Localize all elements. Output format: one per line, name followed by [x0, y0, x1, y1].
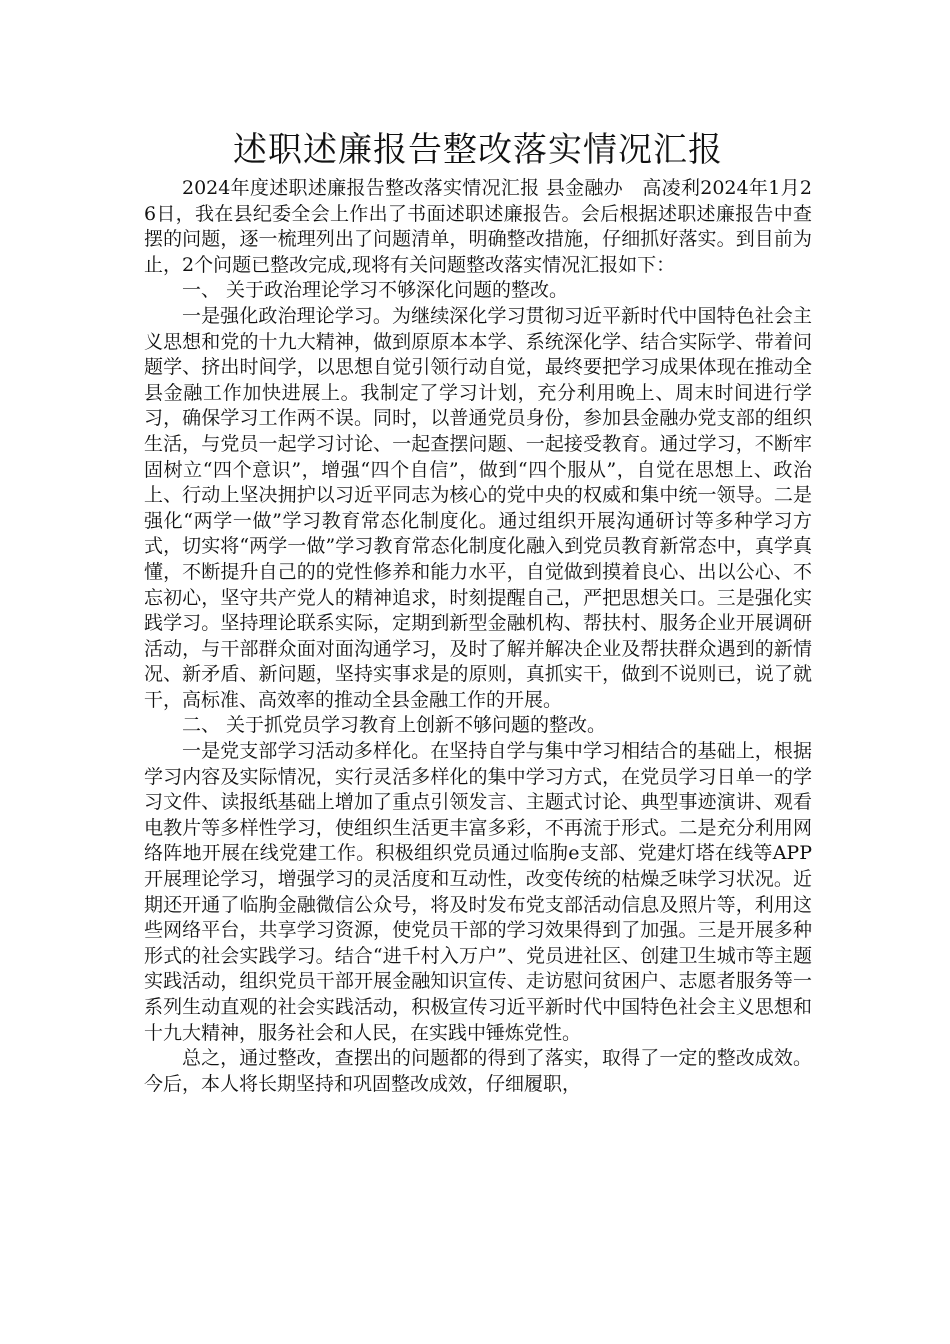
conclusion-paragraph: 总之，通过整改，查摆出的问题都的得到了落实，取得了一定的整改成效。今后，本人将长期坚持和巩固整改成效，仔细履职， — [144, 1047, 812, 1095]
intro-paragraph: 2024年度述职述廉报告整改落实情况汇报 县金融办 高凌利2024年1月26日，我在县纪委全会上作出了书面述职述廉报告。会后根据述职述廉报告中查摆的问题，逐一梳理列出了问题清单，明确整改措施，仔细抓好落实。到目前为止，2个问题已整改完成,现将有关问题整改落实情况汇报如下： — [144, 177, 812, 276]
document-title: 述职述廉报告整改落实情况汇报 — [233, 130, 723, 170]
section-body-1: 一是强化政治理论学习。为继续深化学习贯彻习近平新时代中国特色社会主义思想和党的十九大精神，做到原原本本学、系统深化学、结合实际学、带着问题学、挤出时间学，以思想自觉引领行动自觉，最终要把学习成果体现在推动全县金融工作加快进展上。我制定了学习计划，充分利用晚上、周末时间进行学习，确保学习工作两不误。同时，以普通党员身份，参加县金融办党支部的组织生活，与党员一起学习讨论、一起查摆问题、一起接受教育。通过学习，不断牢固树立“四个意识”，增强“四个自信”，做到“四个服从”，自觉在思想上、政治上、行动上坚决拥护以习近平同志为核心的党中央的权威和集中统一领导。二是强化“两学一做”学习教育常态化制度化。通过组织开展沟通研讨等多种学习方式，切实将“两学一做”学习教育常态化制度化融入到党员教育新常态中，真学真懂，不断提升自己的的党性修养和能力水平，自觉做到摸着良心、出以公心、不忘初心，坚守共产党人的精神追求，时刻提醒自己，严把思想关口。三是强化实践学习。坚持理论联系实际，定期到新型金融机构、帮扶村、服务企业开展调研活动，与干部群众面对面沟通学习，及时了解并解决企业及帮扶群众遇到的新情况、新矛盾、新问题，坚持实事求是的原则，真抓实干，做到不说则已，说了就干，高标准、高效率的推动全县金融工作的开展。 — [144, 304, 812, 711]
section-body-2: 一是党支部学习活动多样化。在坚持自学与集中学习相结合的基础上，根据学习内容及实际情况，实行灵活多样化的集中学习方式，在党员学习日单一的学习文件、读报纸基础上增加了重点引领发言、主题式讨论、典型事迹演讲、观看电教片等多样性学习，使组织生活更丰富多彩，不再流于形式。二是充分利用网络阵地开展在线党建工作。积极组织党员通过临朐e支部、党建灯塔在线等APP开展理论学习，增强学习的灵活度和互动性，改变传统的枯燥乏味学习状况。近期还开通了临朐金融微信公众号，将及时发布党支部活动信息及照片等，利用这些网络平台，共享学习资源，使党员干部的学习效果得到了加强。三是开展多种形式的社会实践学习。结合“进千村入万户”、党员进社区、创建卫生城市等主题实践活动，组织党员干部开展金融知识宣传、走访慰问贫困户、志愿者服务等一系列生动直观的社会实践活动，积极宣传习近平新时代中国特色社会主义思想和十九大精神，服务社会和人民，在实践中锤炼党性。 — [144, 740, 812, 1044]
document-page — [144, 128, 812, 1097]
section-heading-1: 一、 关于政治理论学习不够深化问题的整改。 — [182, 279, 569, 302]
section-heading-2: 二、 关于抓党员学习教育上创新不够问题的整改。 — [182, 714, 607, 737]
